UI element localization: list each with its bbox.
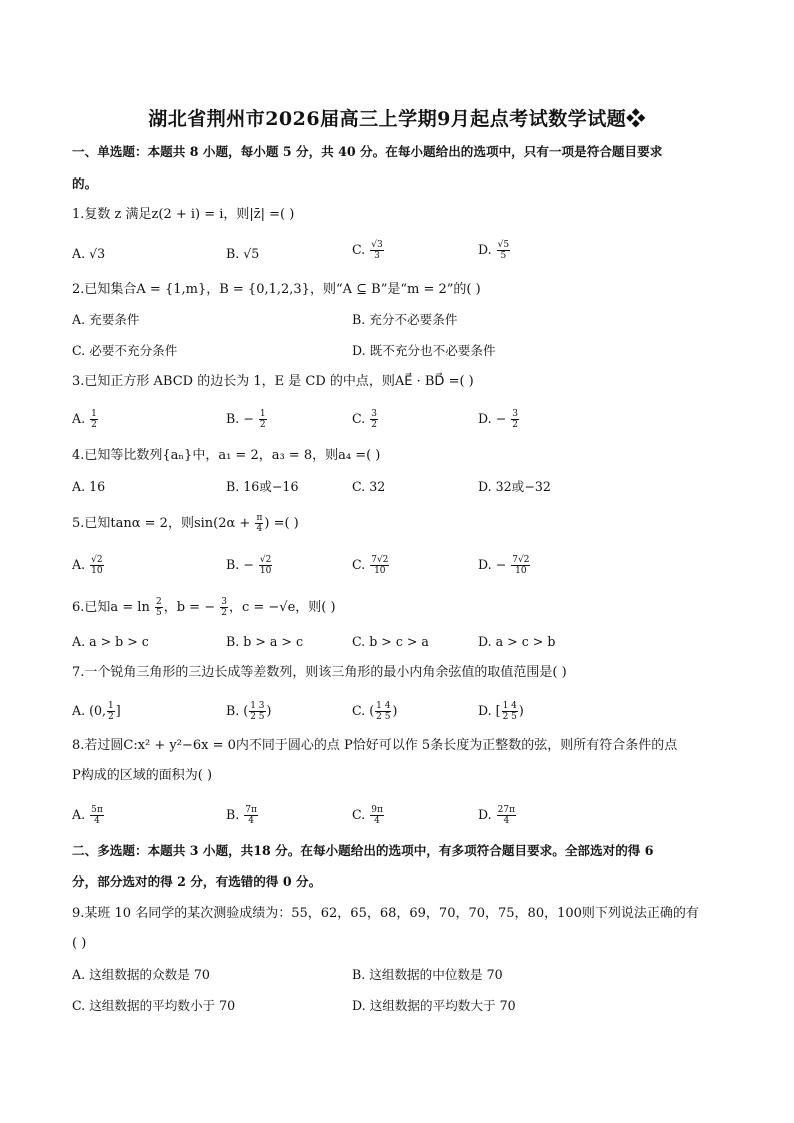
q3-option-b[interactable]: B. − $\frac{1}{2}$ <box>226 409 266 430</box>
q1-option-b[interactable]: B. √5 <box>226 246 260 261</box>
q4-option-d[interactable]: D. 32或−32 <box>478 479 551 494</box>
q4-option-b[interactable]: B. 16或−16 <box>226 479 299 494</box>
q4-option-a[interactable]: A. 16 <box>72 479 106 494</box>
q7-option-c[interactable]: C. ( $\frac{1 4}{2 5}$ ) <box>352 701 398 722</box>
question-3-stem: 3.已知正方形 ABCD 的边长为 1，E 是 CD 的中点，则AE⃗ · BD⃗ =( ) <box>72 374 474 389</box>
q2-option-b[interactable]: B. 充分不必要条件 <box>352 312 458 327</box>
question-9-stem-cont: ( ) <box>72 936 87 951</box>
q7-option-d[interactable]: D. [ $\frac{1 4}{2 5}$ ) <box>478 701 524 722</box>
q5-option-b[interactable]: B. − $\frac{√2}{10}$ <box>226 555 272 576</box>
q2-option-c[interactable]: C. 必要不充分条件 <box>72 343 178 358</box>
q1-option-a[interactable]: A. √3 <box>72 246 106 261</box>
q1-option-c[interactable]: C. $\frac{√3}{3}$ <box>352 240 383 261</box>
section-1-instructions-cont: 的。 <box>72 176 98 191</box>
q3-option-a[interactable]: A. $\frac{1}{2}$ <box>72 409 97 430</box>
q8-option-a[interactable]: A. $\frac{5\pi}{4}$ <box>72 805 103 826</box>
q5-option-c[interactable]: C. $\frac{7√2}{10}$ <box>352 555 389 576</box>
question-6-stem: 6.已知a = ln $\frac{2}{5}$ ，b = − $\frac{3}{2}$ ，c = −√e，则( ) <box>72 597 336 618</box>
q1-option-d[interactable]: D. $\frac{√5}{5}$ <box>478 240 510 261</box>
q2-option-d[interactable]: D. 既不充分也不必要条件 <box>352 343 496 358</box>
question-9-stem: 9.某班 10 名同学的某次测验成绩为：55，62，65，68，69，70，70，75，80，100则下列说法正确的有 <box>72 906 699 921</box>
q9-option-a[interactable]: A. 这组数据的众数是 70 <box>72 967 210 982</box>
q8-option-d[interactable]: D. $\frac{27\pi}{4}$ <box>478 805 516 826</box>
q8-option-b[interactable]: B. $\frac{7\pi}{4}$ <box>226 805 257 826</box>
q6-option-b[interactable]: B. b > a > c <box>226 634 304 649</box>
question-4-stem: 4.已知等比数列{aₙ}中，a₁ = 2，a₃ = 8，则a₄ =( ) <box>72 448 381 463</box>
q5-option-d[interactable]: D. − $\frac{7√2}{10}$ <box>478 555 530 576</box>
section-1-instructions: 一、单选题：本题共 8 小题，每小题 5 分，共 40 分。在每小题给出的选项中，只有一项是符合题目要求 <box>72 144 663 159</box>
question-1-stem: 1.复数 z 满足z(2 + i) = i，则|z̄| =( ) <box>72 207 295 222</box>
question-7-stem: 7.一个锐角三角形的三边长成等差数列，则该三角形的最小内角余弦值的取值范围是( ) <box>72 665 567 680</box>
q2-option-a[interactable]: A. 充要条件 <box>72 312 140 327</box>
question-5-stem: 5.已知tanα = 2，则sin(2α + $\frac{\pi}{4}$ ) =( ) <box>72 513 299 534</box>
question-2-stem: 2.已知集合A = {1,m}，B = {0,1,2,3}，则“A ⊆ B”是“m = 2”的( ) <box>72 282 481 297</box>
q4-option-c[interactable]: C. 32 <box>352 479 386 494</box>
q9-option-d[interactable]: D. 这组数据的平均数大于 70 <box>352 998 516 1013</box>
q7-option-a[interactable]: A. (0, $\frac{1}{2}$ ] <box>72 701 121 722</box>
section-2-instructions-cont: 分，部分选对的得 2 分，有选错的得 0 分。 <box>72 874 322 889</box>
page-title: 湖北省荆州市2026届高三上学期9月起点考试数学试题❖ <box>148 108 646 130</box>
q9-option-c[interactable]: C. 这组数据的平均数小于 70 <box>72 998 236 1013</box>
q3-option-d[interactable]: D. − $\frac{3}{2}$ <box>478 409 518 430</box>
question-8-stem: 8.若过圆C:x² + y²−6x = 0内不同于圆心的点 P恰好可以作 5条长度为正整数的弦，则所有符合条件的点 <box>72 738 678 753</box>
q7-option-b[interactable]: B. ( $\frac{1 3}{2 5}$ ) <box>226 701 272 722</box>
q8-option-c[interactable]: C. $\frac{9\pi}{4}$ <box>352 805 383 826</box>
q6-option-a[interactable]: A. a > b > c <box>72 634 149 649</box>
q5-option-a[interactable]: A. $\frac{√2}{10}$ <box>72 555 103 576</box>
q9-option-b[interactable]: B. 这组数据的中位数是 70 <box>352 967 503 982</box>
question-8-stem-cont: P构成的区域的面积为( ) <box>72 768 213 783</box>
q3-option-c[interactable]: C. $\frac{3}{2}$ <box>352 409 377 430</box>
q6-option-d[interactable]: D. a > c > b <box>478 634 556 649</box>
q6-option-c[interactable]: C. b > c > a <box>352 634 429 649</box>
section-2-instructions: 二、多选题：本题共 3 小题，共18 分。在每小题给出的选项中，有多项符合题目要求。全部选对的得 6 <box>72 843 654 858</box>
